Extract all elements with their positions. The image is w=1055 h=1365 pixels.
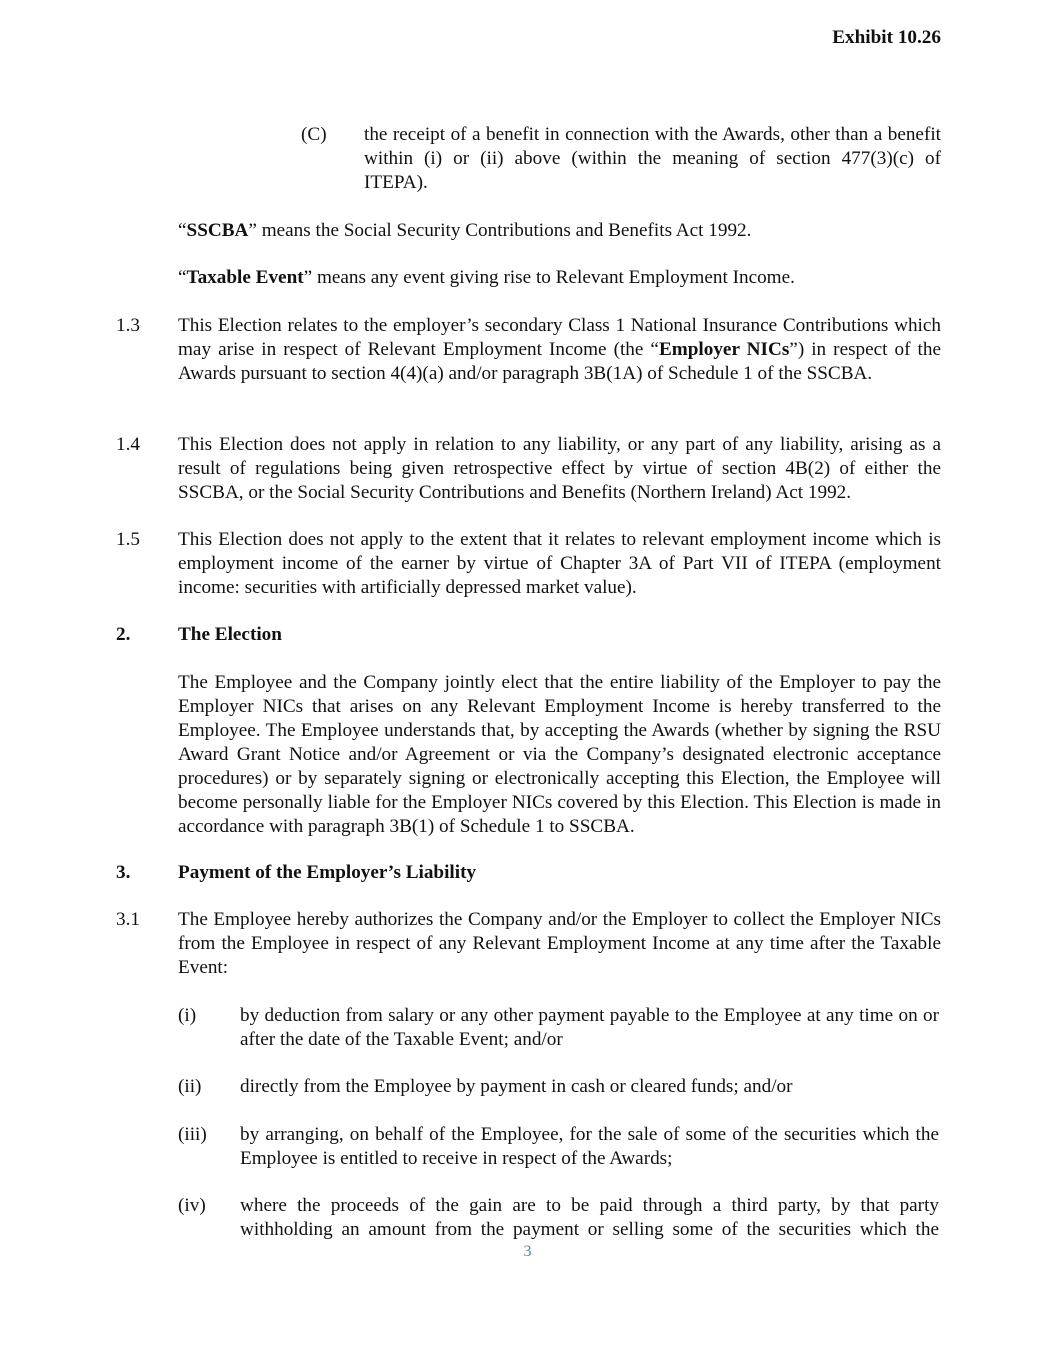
sub-item-iv-text: where the proceeds of the gain are to be paid through a third party, by that party withholding an amount from the payment or selling some of the securities which the	[240, 1195, 939, 1240]
sub-item-iii-label: (iii)	[178, 1124, 207, 1145]
clause-1-5-number: 1.5	[116, 529, 140, 550]
clause-1-4-text: This Election does not apply in relation to any liability, or any part of any liability, arising as a result of regulations being given retrospective effect by virtue of section 4B(2) of either the SSCBA, or the Social Security Contributions and Benefits (Northern Ireland) Act 1992.	[178, 434, 941, 503]
taxable-term: Taxable Event	[186, 267, 304, 288]
item-c-text: the receipt of a benefit in connection with the Awards, other than a benefit within (i) or (ii) above (within the meaning of section 477(3)(c) of ITEPA).	[364, 124, 941, 193]
taxable-definition: ” means any event giving rise to Relevant Employment Income.	[303, 267, 795, 288]
exhibit-label: Exhibit 10.26	[832, 27, 941, 48]
sscba-definition: ” means the Social Security Contributions and Benefits Act 1992.	[248, 220, 752, 241]
sub-item-ii-text: directly from the Employee by payment in cash or cleared funds; and/or	[240, 1076, 793, 1097]
sscba-term: SSCBA	[186, 220, 249, 241]
section-2-text: The Employee and the Company jointly elect that the entire liability of the Employer to pay the Employer NICs that arises on any Relevant Employment Income is hereby transferred to the Employee. The Employee understands that, by accepting the Awards (whether by signing the RSU Award Grant Notice and/or Agreement or via the Company’s designated electronic acceptance procedures) or by separately signing or electronically accepting this Election, the Employee will become personally liable for the Employer NICs covered by this Election. This Election is made in accordance with paragraph 3B(1) of Schedule 1 to SSCBA.	[178, 672, 941, 837]
sscba-open-quote: “	[178, 220, 187, 241]
sub-item-i-label: (i)	[178, 1005, 197, 1026]
taxable-open-quote: “	[178, 267, 187, 288]
clause-1-5-text: This Election does not apply to the extent that it relates to relevant employment income which is employment income of the earner by virtue of Chapter 3A of Part VII of ITEPA (employment income: securities with artificially depressed market value).	[178, 529, 941, 598]
item-c-label: (C)	[301, 124, 327, 145]
clause-1-3-number: 1.3	[116, 315, 140, 336]
section-3-number: 3.	[116, 862, 131, 883]
clause-3-1-number: 3.1	[116, 909, 140, 930]
clause-1-4-number: 1.4	[116, 434, 140, 455]
section-2-title: The Election	[178, 624, 282, 645]
sub-item-iii-text: by arranging, on behalf of the Employee, for the sale of some of the securities which the Employee is entitled to receive in respect of the Awards;	[240, 1124, 939, 1169]
sub-item-ii-label: (ii)	[178, 1076, 202, 1097]
clause-1-3-text-after: ”) in respect of the Awards pursuant to section 4(4)(a) and/or paragraph 3B(1A) of Schedule 1 of the SSCBA.	[178, 339, 941, 384]
sub-item-i-text: by deduction from salary or any other payment payable to the Employee at any time on or after the date of the Taxable Event; and/or	[240, 1005, 939, 1050]
page-number: 3	[523, 1243, 532, 1260]
clause-3-1-text: The Employee hereby authorizes the Company and/or the Employer to collect the Employer NICs from the Employee in respect of any Relevant Employment Income at any time after the Taxable Event:	[178, 909, 941, 978]
clause-1-3-text-before: This Election relates to the employer’s secondary Class 1 National Insurance Contributions which may arise in respect of Relevant Employment Income (the “	[178, 315, 941, 360]
sub-item-iv-label: (iv)	[178, 1195, 206, 1216]
clause-1-3-term: Employer NICs	[658, 339, 790, 360]
section-3-title: Payment of the Employer’s Liability	[178, 862, 477, 883]
section-2-number: 2.	[116, 624, 131, 645]
